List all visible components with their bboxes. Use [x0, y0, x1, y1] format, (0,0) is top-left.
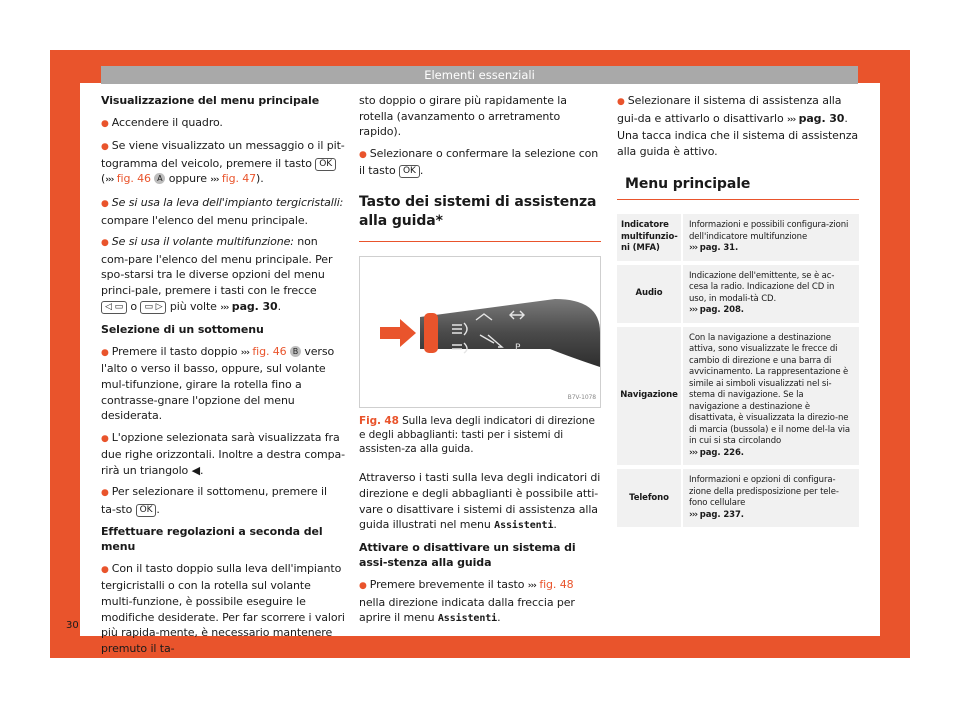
page-number: 30	[66, 620, 79, 631]
fig-ref[interactable]: fig. 46	[116, 172, 151, 186]
bullet-icon: ●	[101, 238, 109, 249]
arrow-ref-icon: ›››	[210, 175, 219, 186]
arrow-left-key-icon: ◁ ▭	[101, 301, 127, 314]
bullet-icon: ●	[617, 97, 625, 107]
page-ref[interactable]: pag. 208.	[699, 305, 744, 316]
page-ref[interactable]: pag. 31.	[699, 243, 739, 254]
continued-text: sto doppio o girare più rapidamente la rotella (avanzamento o arretramento rapido).	[359, 94, 567, 139]
row-label: Telefono	[629, 492, 669, 503]
fig-ref[interactable]: fig. 48	[539, 578, 574, 592]
figure-code: B7V-1078	[567, 393, 596, 401]
arrow-ref-icon: ›››	[689, 305, 698, 316]
step-toggle: ● Premere brevemente il tasto ››› fig. 48 nella direzione indicata dalla freccia per aprire il menu Assistenti.	[359, 578, 575, 625]
press-arrow-icon	[380, 319, 416, 347]
stalk-illustration	[360, 257, 600, 407]
row-label: Audio	[635, 288, 663, 299]
column-left	[101, 93, 345, 662]
step-7: ● Per selezionare il sottomenu, premere il ta-sto OK .	[101, 485, 327, 517]
triangle-left-icon: ◀	[191, 463, 200, 477]
row-description: Informazioni e possibili configura-zioni dell'indicatore multifunzione ››› pag. 31.	[681, 214, 859, 261]
section-title: Tasto dei sistemi di assistenza alla guida*	[359, 193, 597, 229]
page-ref[interactable]: pag. 237.	[699, 509, 744, 520]
bullet-icon: ●	[101, 347, 109, 358]
row-description: Informazioni e opzioni di configura-zione della predisposizione per tele-fono cellulare ››› pag. 237.	[681, 469, 859, 527]
bullet-icon: ●	[101, 198, 109, 209]
step-5: ● Premere il tasto doppio ››› fig. 46 B verso l'alto o verso il basso, oppure, sul volante mul-tifunzione, girare la rotella fino a contrasse-gnare l'opzione del menu desiderata.	[101, 344, 335, 423]
step-4: ● Se si usa il volante multifunzione: non com-pare l'elenco del menu principale. Per spo-starsi tra le diverse opzioni del menu princi-pale, premere i tasti con le frecce ◁ ▭ o ▭ ▷ più volte ››› pag. 30.	[101, 235, 333, 313]
table-row	[617, 265, 859, 323]
step-6: ● L'opzione selezionata sarà visualizzata fra due righe orizzontali. Inoltre a destra compa-rirà un triangolo ◀.	[101, 430, 345, 477]
menu-table	[617, 214, 859, 527]
arrow-right-key-icon: ▭ ▷	[140, 301, 166, 314]
fig-ref[interactable]: fig. 47	[221, 172, 257, 186]
menu-name: Assistenti	[494, 520, 554, 532]
row-label: Indicatore multifunzio-ni (MFA)	[621, 220, 678, 254]
ok-key-icon: OK	[136, 504, 157, 517]
arrow-ref-icon: ›››	[689, 447, 698, 458]
menu-title: Menu principale	[625, 176, 751, 193]
column-right	[617, 93, 859, 531]
table-row	[617, 327, 859, 466]
arrow-ref-icon: ›››	[220, 302, 229, 313]
page-ref[interactable]: pag. 30	[231, 299, 278, 313]
svg-text:P: P	[515, 343, 521, 354]
table-row	[617, 214, 859, 261]
arrow-ref-icon: ›››	[689, 243, 698, 254]
intro-paragraph: Attraverso i tasti sulla leva degli indicatori di direzione e degli abbaglianti è possibile atti-vare o disattivare i sistemi di assistenza alla guida illustrati nel menu Assistenti.	[359, 471, 601, 532]
step-1: ● Accendere il quadro.	[101, 115, 223, 129]
bullet-icon: ●	[101, 488, 109, 499]
arrow-ref-icon: ›››	[240, 347, 249, 358]
ok-key-icon: OK	[315, 158, 336, 171]
step-3: ● Se si usa la leva dell'impianto tergicristalli: compare l'elenco del menu principale.	[101, 195, 344, 227]
menu-name: Assistenti	[437, 613, 498, 625]
section-divider	[617, 199, 859, 201]
arrow-ref-icon: ›››	[527, 581, 536, 592]
marker-b: B	[290, 346, 301, 357]
step-2: ● Se viene visualizzato un messaggio o il pit-togramma del veicolo, premere il tasto OK (››› fig. 46 A oppure ››› fig. 47).	[101, 139, 345, 186]
ok-key-icon: OK	[399, 165, 420, 178]
page-ref[interactable]: pag. 226.	[699, 447, 744, 458]
heading-toggle: Attivare o disattivare un sistema di assi-stenza alla guida	[359, 540, 576, 570]
column-middle	[359, 93, 601, 633]
fig-ref[interactable]: fig. 46	[252, 344, 287, 358]
page-ref[interactable]: pag. 30	[798, 111, 845, 125]
arrow-ref-icon: ›››	[689, 509, 698, 520]
step-8: ● Con il tasto doppio sulla leva dell'impianto tergicristalli o con la rotella sul volante multi-funzione, è possibile eseguire le modifiche desiderate. Per far scorrere i valori più rapida-mente, è necessario mantenere premuto il ta-	[101, 561, 345, 655]
heading-submenu: Selezione di un sottomenu	[101, 323, 264, 337]
figure-caption: Fig. 48 Sulla leva degli indicatori di direzione e degli abbaglianti: tasti per i sistemi di assisten-za alla guida.	[359, 415, 595, 456]
heading-adjust: Effettuare regolazioni a seconda del menu	[101, 524, 323, 554]
page-header: Elementi essenziali	[101, 66, 858, 84]
bullet-icon: ●	[101, 564, 109, 575]
arrow-ref-icon: ›››	[105, 175, 114, 186]
row-label: Navigazione	[620, 390, 678, 401]
bullet-icon: ●	[359, 581, 367, 592]
step-select: ● Selezionare il sistema di assistenza alla gui-da e attivarlo o disattivarlo ››› pag. 30. Una tacca indica che il sistema di assistenza alla guida è attivo.	[617, 94, 859, 158]
bullet-icon: ●	[101, 118, 109, 129]
section-divider	[359, 241, 601, 243]
row-description: Con la navigazione a destinazione attiva, sono visualizzate le frecce di cambio di direzione e una barra di avvicinamento. La rappresentazione è simile ai simboli visualizzati nel si-stema di navigazione. Se la navigazione a destinazione è disattivata, è visualizzata la direzio-ne di marcia (bussola) e il nome del-la via in cui si sta circolando ››› pag. 226.	[681, 327, 859, 466]
table-row	[617, 469, 859, 527]
bullet-icon: ●	[359, 149, 367, 160]
arrow-ref-icon: ›››	[787, 114, 796, 125]
heading-main-menu: Visualizzazione del menu principale	[101, 94, 320, 107]
marker-a: A	[154, 173, 165, 184]
step-confirm: ● Selezionare o confermare la selezione con il tasto OK .	[359, 146, 599, 178]
bullet-icon: ●	[101, 142, 109, 153]
bullet-icon: ●	[101, 433, 109, 444]
row-description: Indicazione dell'emittente, se è ac-cesa la radio. Indicazione del CD in uso, in modali-tà CD. ››› pag. 208.	[681, 265, 859, 323]
figure-48	[359, 256, 601, 408]
